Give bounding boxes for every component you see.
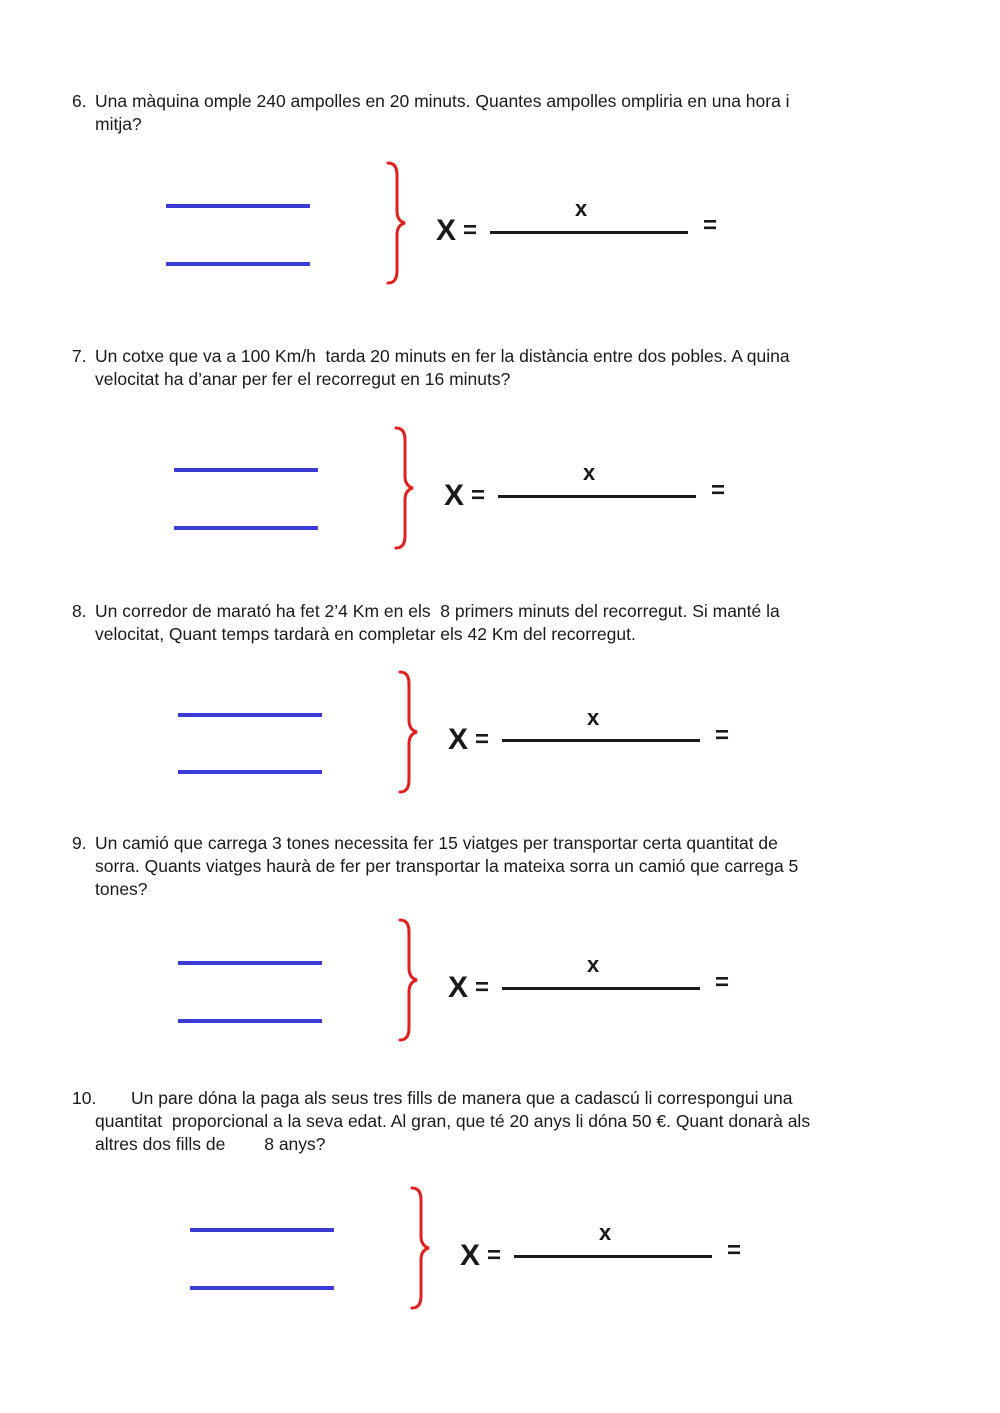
- equation-x-label: X: [460, 1239, 481, 1272]
- equation-equals: =: [463, 217, 478, 244]
- equation-equals: =: [475, 726, 490, 753]
- result-equals: =: [727, 1237, 742, 1264]
- question-number: 6.: [72, 91, 87, 111]
- result-equals: =: [703, 212, 718, 239]
- question-number: 10.: [72, 1088, 97, 1108]
- answer-blank-bottom[interactable]: [178, 770, 322, 774]
- equation-x-label: X: [444, 479, 465, 512]
- equation-equals: =: [471, 482, 486, 509]
- answer-blank-bottom[interactable]: [178, 1019, 322, 1023]
- answer-blank-top[interactable]: [174, 468, 318, 472]
- fraction-bar: [498, 495, 696, 498]
- question-9: [72, 832, 932, 901]
- answer-blank-top[interactable]: [190, 1228, 334, 1232]
- equation-x-label: X: [436, 214, 457, 247]
- answer-blank-top[interactable]: [178, 713, 322, 717]
- equation-equals: =: [475, 974, 490, 1001]
- question-text: altres dos fills de 8 anys?: [95, 1134, 326, 1154]
- question-text: mitja?: [95, 114, 142, 134]
- answer-blank-bottom[interactable]: [166, 262, 310, 266]
- question-text: velocitat ha d’anar per fer el recorregut en 16 minuts?: [95, 369, 511, 389]
- question-text: Un cotxe que va a 100 Km/h tarda 20 minuts en fer la distància entre dos pobles. A quina: [95, 346, 790, 366]
- question-8: [72, 600, 932, 646]
- right-brace-icon: [409, 1186, 431, 1310]
- result-equals: =: [715, 722, 730, 749]
- answer-blank-top[interactable]: [166, 204, 310, 208]
- question-6: [72, 90, 932, 136]
- question-text: sorra. Quants viatges haurà de fer per transportar la mateixa sorra un camió que carrega 5: [95, 856, 799, 876]
- answer-blank-bottom[interactable]: [174, 526, 318, 530]
- equation-x-label: X: [448, 723, 469, 756]
- fraction-bar: [502, 987, 700, 990]
- numerator-x: x: [583, 460, 596, 485]
- question-7: [72, 345, 932, 391]
- equation-x-label: X: [448, 971, 469, 1004]
- question-text: Un pare dóna la paga als seus tres fills de manera que a cadascú li correspongui una: [131, 1088, 793, 1108]
- numerator-x: x: [587, 705, 600, 730]
- right-brace-icon: [397, 670, 419, 794]
- question-text: Una màquina omple 240 ampolles en 20 minuts. Quantes ampolles ompliria en una hora i: [95, 91, 790, 111]
- fraction-bar: [502, 739, 700, 742]
- numerator-x: x: [575, 196, 588, 221]
- question-text: Un corredor de marató ha fet 2’4 Km en els 8 primers minuts del recorregut. Si manté la: [95, 601, 780, 621]
- question-number: 9.: [72, 833, 87, 853]
- question-number: 8.: [72, 601, 87, 621]
- equation-equals: =: [487, 1242, 502, 1269]
- question-10: [72, 1087, 932, 1156]
- answer-blank-top[interactable]: [178, 961, 322, 965]
- right-brace-icon: [393, 426, 415, 550]
- question-text: quantitat proporcional a la seva edat. Al gran, que té 20 anys li dóna 50 €. Quant donarà als: [95, 1111, 811, 1131]
- fraction-bar: [514, 1255, 712, 1258]
- numerator-x: x: [587, 952, 600, 977]
- question-text: velocitat, Quant temps tardarà en completar els 42 Km del recorregut.: [95, 624, 636, 644]
- right-brace-icon: [397, 918, 419, 1042]
- fraction-bar: [490, 231, 688, 234]
- right-brace-icon: [385, 161, 407, 285]
- question-text: Un camió que carrega 3 tones necessita fer 15 viatges per transportar certa quantitat de: [95, 833, 778, 853]
- result-equals: =: [715, 969, 730, 996]
- numerator-x: x: [599, 1220, 612, 1245]
- question-number: 7.: [72, 346, 87, 366]
- result-equals: =: [711, 477, 726, 504]
- question-text: tones?: [95, 879, 148, 899]
- answer-blank-bottom[interactable]: [190, 1286, 334, 1290]
